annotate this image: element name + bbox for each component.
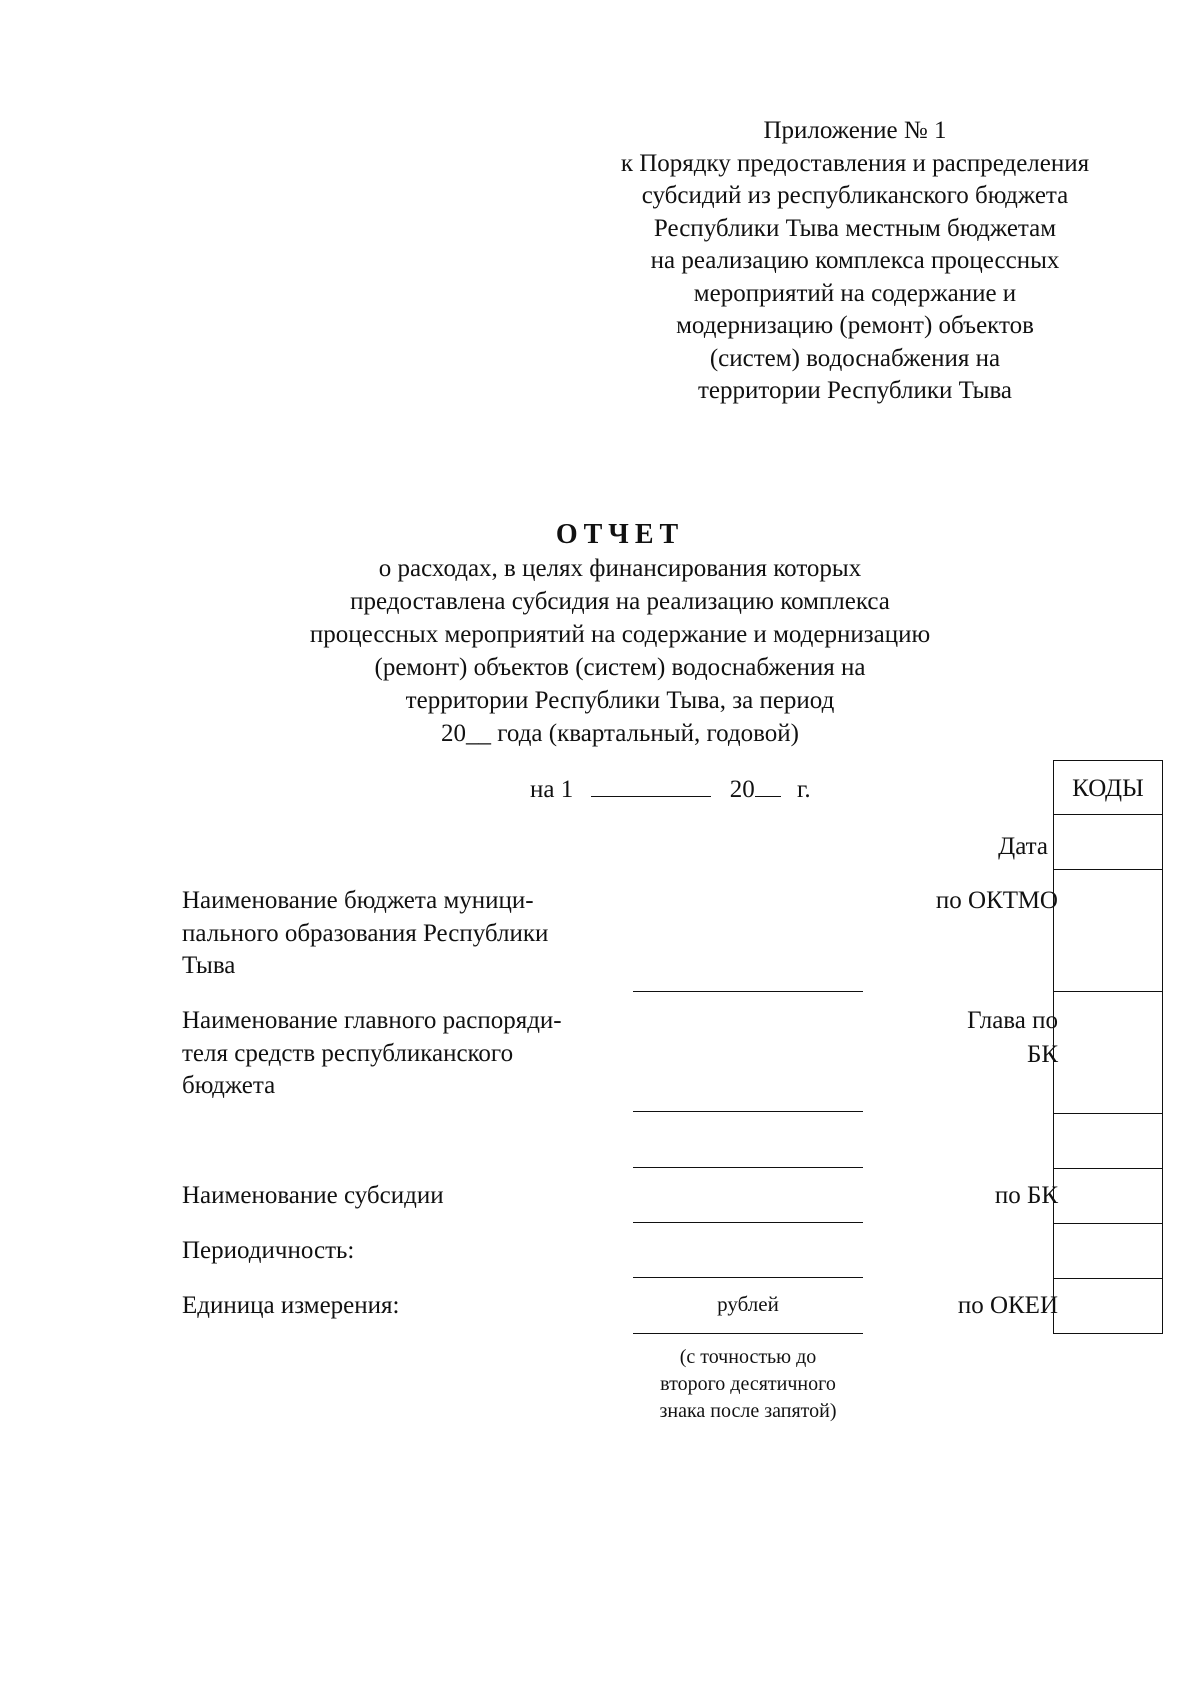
bk-code-label: по БК [994, 1182, 1058, 1209]
code-cell-periodicity[interactable] [1053, 1224, 1163, 1279]
appendix-line: мероприятий на содержание и [693, 279, 1017, 307]
date-code-label: Дата [998, 833, 1048, 860]
appendix-line: субсидий из республиканского бюджета [641, 182, 1069, 209]
date-year-blank[interactable] [755, 774, 781, 797]
date-year: 20 [729, 776, 755, 803]
date-month-blank[interactable] [591, 774, 711, 797]
subsidy-name-label: Наименование субсидии [182, 1182, 444, 1209]
appendix-line: Приложение № 1 [763, 117, 947, 144]
manager-name-line: бюджета [182, 1072, 276, 1099]
codes-header: КОДЫ [1053, 760, 1163, 815]
unit-value: рублей [717, 1292, 779, 1316]
report-subtitle-line: о расходах, в целях финансирования которых [378, 555, 862, 582]
precision-note-line: знака после запятой) [659, 1400, 837, 1422]
oktmo-code-label: по ОКТМО [935, 887, 1058, 914]
report-subtitle-line: (ремонт) объектов (систем) водоснабжения на [374, 654, 866, 681]
unit-field-line [633, 1333, 863, 1334]
report-subtitle-line: 20__ года (квартальный, годовой) [441, 720, 799, 747]
codes-table [1053, 760, 1163, 1334]
precision-note [620, 1344, 876, 1425]
report-title: ОТЧЕТ [555, 519, 685, 550]
appendix-line: Республики Тыва местным бюджетам [653, 214, 1057, 242]
code-cell-bk[interactable] [1053, 1169, 1163, 1224]
manager-name-line: теля средств республиканского [182, 1039, 514, 1067]
glava-code-label: Глава по [967, 1007, 1058, 1034]
report-subtitle-line: процессных мероприятий на содержание и модернизацию [309, 621, 931, 648]
budget-name-line: пального образования Республики [182, 919, 549, 947]
report-subtitle-line: предоставлена субсидия на реализацию комплекса [350, 588, 890, 615]
precision-note-line: (с точностью до [679, 1346, 817, 1368]
budget-name-line: Тыва [182, 952, 236, 979]
unit-label: Единица измерения: [182, 1292, 400, 1319]
code-cell-okei[interactable] [1053, 1279, 1163, 1334]
precision-note-line: второго десятичного [660, 1373, 836, 1395]
report-date-line [530, 774, 811, 806]
appendix-header [590, 115, 1120, 408]
report-subtitle-line: территории Республики Тыва, за период [405, 687, 835, 714]
okei-code-label: по ОКЕИ [957, 1292, 1058, 1319]
appendix-line: (систем) водоснабжения на [709, 344, 1001, 372]
appendix-line: на реализацию комплекса процессных [650, 247, 1060, 274]
report-title-block [270, 518, 970, 750]
periodicity-field-line[interactable] [633, 1277, 863, 1278]
periodicity-label: Периодичность: [182, 1237, 355, 1264]
subsidy-name-field-line[interactable] [633, 1222, 863, 1223]
code-cell-date[interactable] [1053, 815, 1163, 870]
date-suffix: г. [796, 776, 811, 803]
manager-name-field-line[interactable] [633, 1111, 863, 1112]
appendix-line: территории Республики Тыва [697, 377, 1013, 404]
date-prefix: на 1 [530, 776, 574, 803]
manager-name-line: Наименование главного распоряди- [182, 1007, 562, 1034]
extra-field-line[interactable] [633, 1167, 863, 1168]
code-cell-oktmo[interactable] [1053, 870, 1163, 992]
code-cell-extra[interactable] [1053, 1114, 1163, 1169]
manager-name-label [182, 1005, 632, 1103]
budget-name-field-line[interactable] [633, 991, 863, 992]
budget-name-line: Наименование бюджета муници- [182, 887, 534, 914]
appendix-line: к Порядку предоставления и распределения [620, 149, 1090, 177]
budget-name-label [182, 885, 632, 983]
glava-code-label-2: БК [1026, 1041, 1058, 1068]
code-cell-glava[interactable] [1053, 992, 1163, 1114]
appendix-line: модернизацию (ремонт) объектов [676, 312, 1034, 339]
